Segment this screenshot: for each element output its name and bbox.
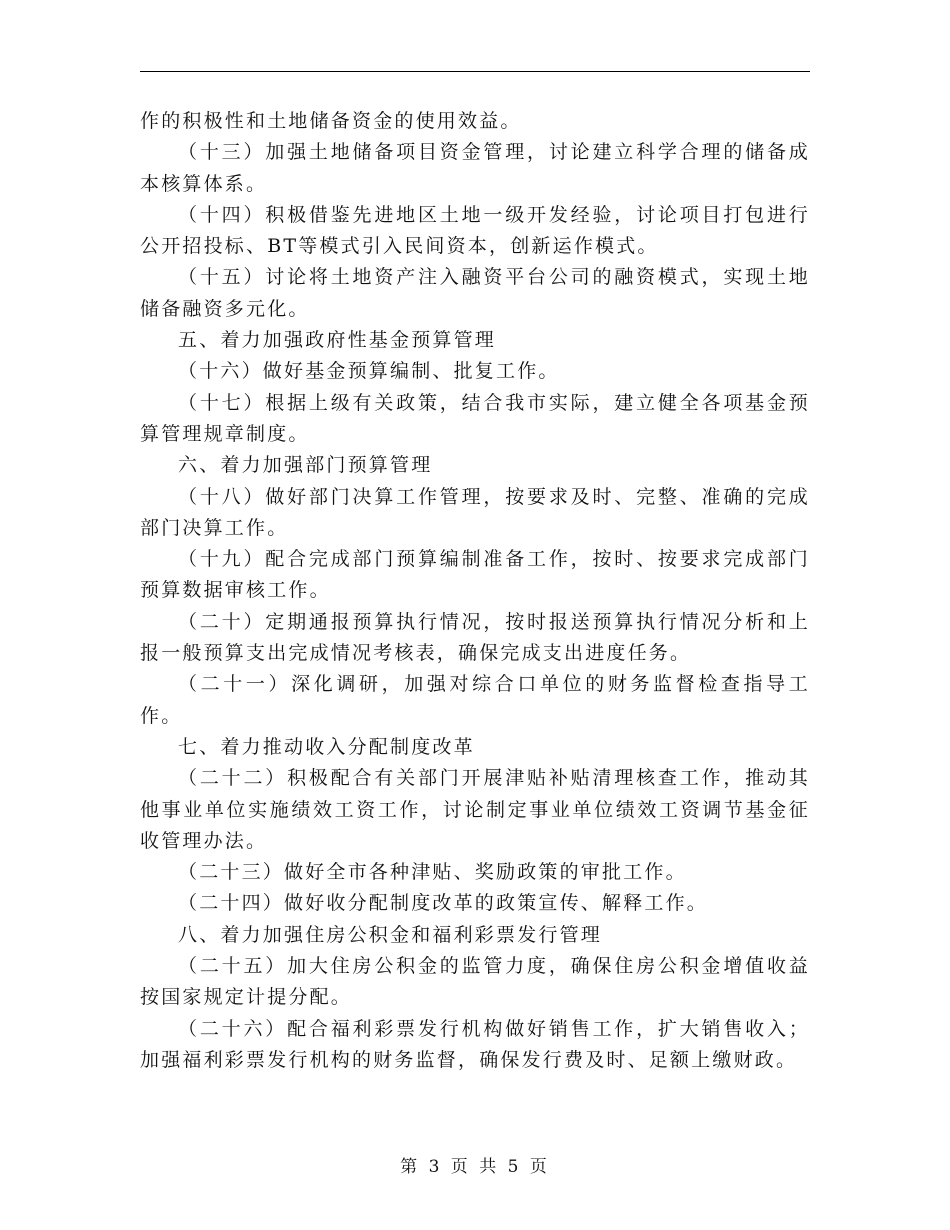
paragraph: （二十）定期通报预算执行情况，按时报送预算执行情况分析和上报一般预算支出完成情况考核表，确保完成支出进度任务。 — [140, 610, 810, 665]
section-heading: 八、着力加强住房公积金和福利彩票发行管理 — [178, 923, 603, 946]
paragraph: （十八）做好部门决算工作管理，按要求及时、完整、准确的完成部门决算工作。 — [140, 485, 810, 539]
header-rule — [140, 71, 810, 72]
page-number-footer: 第 3 页 共 5 页 — [400, 1157, 550, 1177]
paragraph: （十七）根据上级有关政策，结合我市实际，建立健全各项基金预算管理规章制度。 — [140, 391, 810, 445]
paragraph: （十三）加强土地储备项目资金管理，讨论建立科学合理的储备成本核算体系。 — [140, 141, 810, 195]
paragraph: （二十二）积极配合有关部门开展津贴补贴清理核查工作，推动其他事业单位实施绩效工资工作，讨论制定事业单位绩效工资调节基金征收管理办法。 — [140, 767, 810, 852]
paragraph: （十六）做好基金预算编制、批复工作。 — [178, 360, 560, 383]
paragraph: （二十五）加大住房公积金的监管力度，确保住房公积金增值收益按国家规定计提分配。 — [140, 955, 810, 1009]
section-heading: 六、着力加强部门预算管理 — [178, 454, 433, 477]
paragraph: （十九）配合完成部门预算编制准备工作，按时、按要求完成部门预算数据审核工作。 — [140, 548, 810, 602]
paragraph: （二十三）做好全市各种津贴、奖励政策的审批工作。 — [178, 861, 687, 884]
paragraph: （二十六）配合福利彩票发行机构做好销售工作，扩大销售收入；加强福利彩票发行机构的财务监督，确保发行费及时、足额上缴财政。 — [140, 1017, 810, 1071]
section-heading: 五、着力加强政府性基金预算管理 — [178, 329, 497, 352]
section-heading: 七、着力推动收入分配制度改革 — [178, 735, 475, 758]
paragraph: 作的积极性和土地储备资金的使用效益。 — [140, 110, 522, 132]
paragraph: （十五）讨论将土地资产注入融资平台公司的融资模式，实现土地储备融资多元化。 — [140, 266, 810, 320]
paragraph: （十四）积极借鉴先进地区土地一级开发经验，讨论项目打包进行公开招投标、BT等模式引入民间资本，创新运作模式。 — [140, 203, 810, 258]
paragraph: （二十一）深化调研，加强对综合口单位的财务监督检查指导工作。 — [140, 673, 810, 727]
document-body — [140, 106, 810, 1076]
paragraph: （二十四）做好收分配制度改革的政策宣传、解释工作。 — [178, 892, 709, 915]
